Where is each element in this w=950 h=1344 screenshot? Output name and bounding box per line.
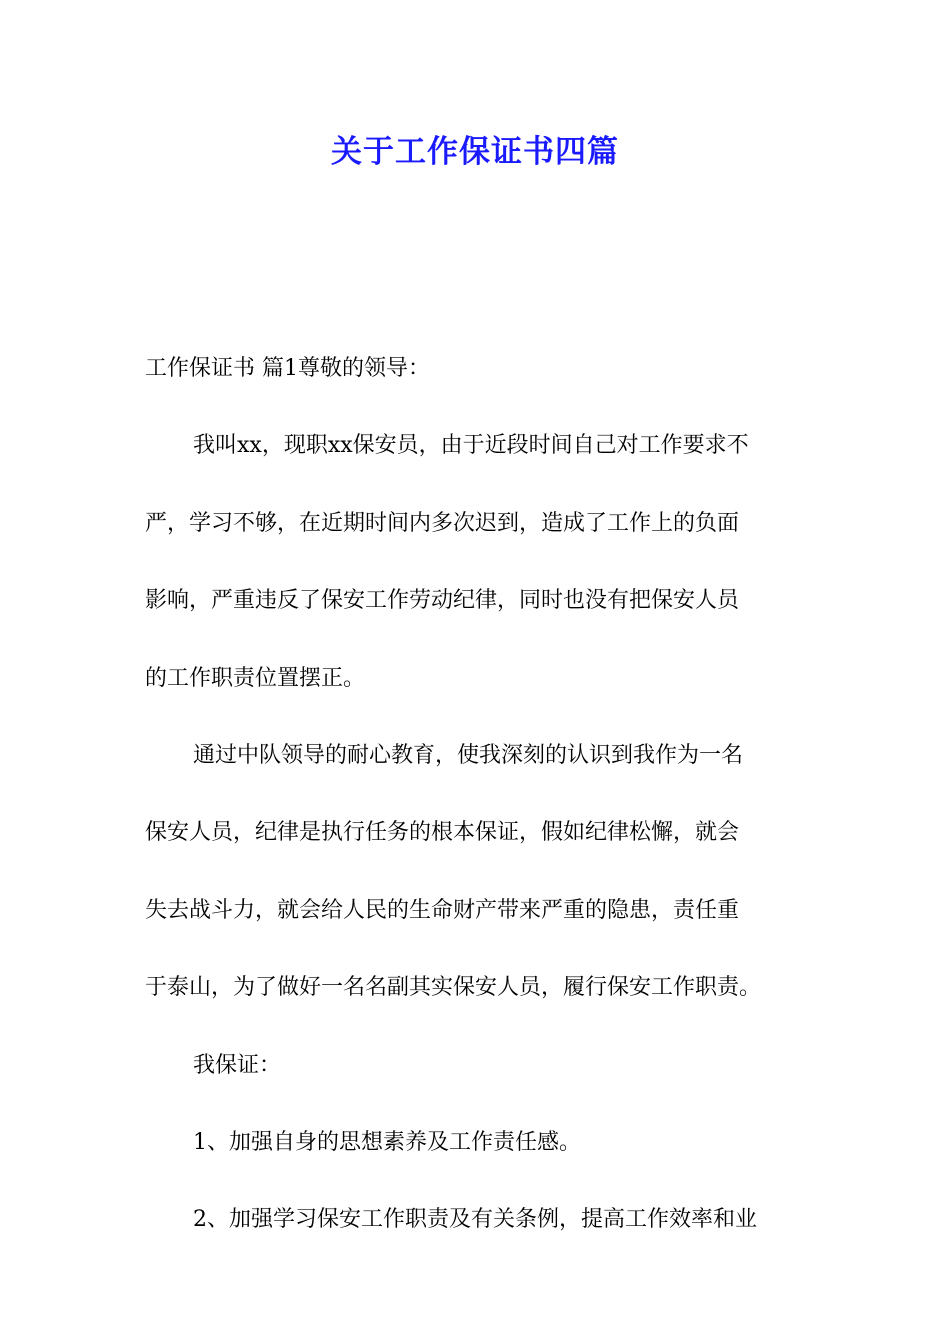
- paragraph-line: 通过中队领导的耐心教育，使我深刻的认识到我作为一名: [193, 742, 744, 768]
- pledge-heading: 我保证：: [193, 1052, 282, 1078]
- paragraph-line: 失去战斗力，就会给人民的生命财产带来严重的隐患，责任重: [145, 897, 740, 923]
- paragraph-line: 严，学习不够，在近期时间内多次迟到，造成了工作上的负面: [145, 510, 740, 536]
- paragraph-line: 我叫xx，现职xx保安员，由于近段时间自己对工作要求不: [193, 433, 749, 459]
- document-title: 关于工作保证书四篇: [331, 134, 619, 170]
- paragraph-line: 保安人员，纪律是执行任务的根本保证，假如纪律松懈，就会: [145, 820, 740, 846]
- pledge-item: 2、加强学习保安工作职责及有关条例，提高工作效率和业: [193, 1207, 757, 1233]
- paragraph-line: 于泰山，为了做好一名名副其实保安人员，履行保安工作职责。: [145, 975, 762, 1001]
- salutation-line: 工作保证书 篇1尊敬的领导：: [145, 356, 430, 381]
- paragraph-line: 影响，严重违反了保安工作劳动纪律，同时也没有把保安人员: [145, 588, 740, 614]
- paragraph-line: 的工作职责位置摆正。: [145, 665, 366, 691]
- document-body: [145, 330, 810, 1259]
- pledge-item: 1、加强自身的思想素养及工作责任感。: [193, 1129, 581, 1155]
